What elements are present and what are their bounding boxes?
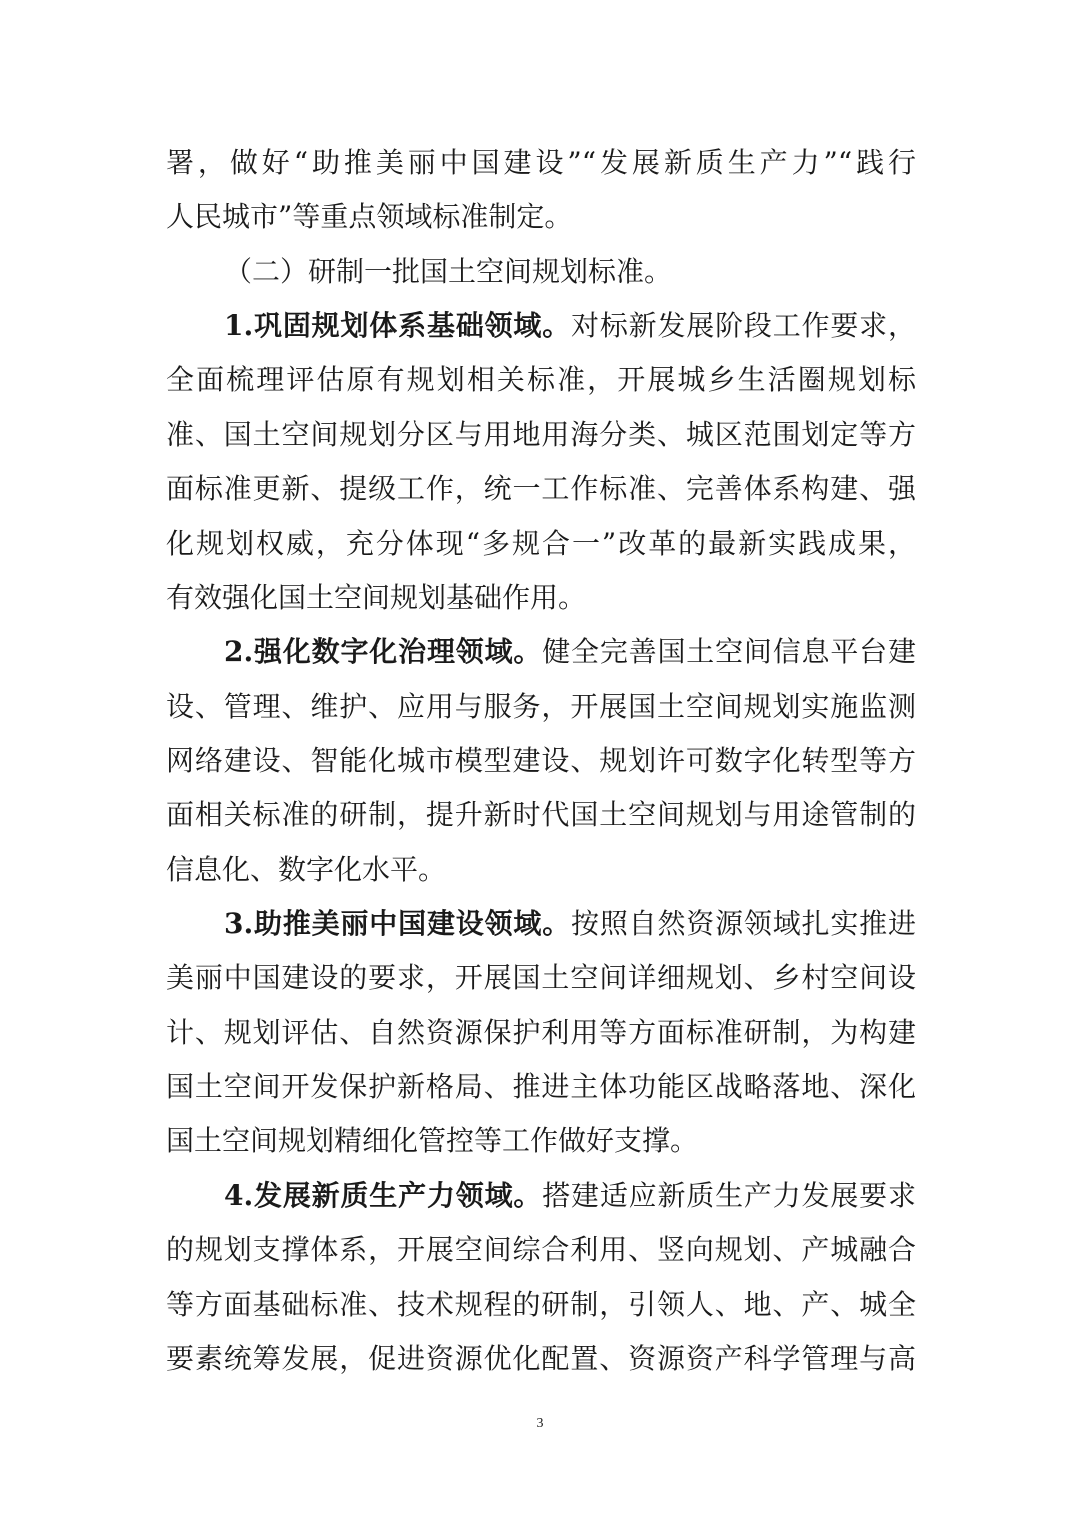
line-text: 署，做好“助推美丽中国建设”“发展新质生产力”“践行 — [166, 146, 916, 179]
text-line — [166, 680, 916, 734]
text-line — [166, 353, 916, 407]
text-line — [166, 1006, 916, 1060]
text-line — [166, 571, 916, 625]
text-line — [166, 734, 916, 788]
text-line — [166, 517, 916, 571]
text-line — [166, 245, 916, 299]
line-text: 面标准更新、提级工作，统一工作标准、完善体系构建、强 — [166, 472, 916, 506]
line-text: 设、管理、维护、应用与服务，开展国土空间规划实施监测 — [166, 689, 916, 723]
text-line — [166, 1332, 916, 1386]
section-title: 4.发展新质生产力领域。 — [224, 1178, 543, 1212]
line-text: 有效强化国土空间规划基础作用。 — [166, 580, 587, 614]
text-line — [166, 1114, 916, 1168]
line-text: 化规划权威，充分体现“多规合一”改革的最新实践成果， — [166, 526, 916, 560]
document-body — [166, 136, 916, 1386]
text-line — [166, 462, 916, 516]
line-text: 面相关标准的研制，提升新时代国土空间规划与用途管制的 — [166, 798, 916, 832]
text-line — [166, 843, 916, 897]
line-text: 要素统筹发展，促进资源优化配置、资源资产科学管理与高 — [166, 1341, 916, 1375]
line-text: 准、国土空间规划分区与用地用海分类、城区范围划定等方 — [166, 417, 916, 451]
page-number: 3 — [536, 1416, 544, 1431]
text-line — [166, 951, 916, 1005]
section-title: 1.巩固规划体系基础领域。 — [224, 309, 572, 343]
line-text: 美丽中国建设的要求，开展国土空间详细规划、乡村空间设 — [166, 961, 916, 995]
line-text: （二）研制一批国土空间规划标准。 — [224, 254, 673, 288]
line-text: 按照自然资源领域扎实推进 — [571, 907, 916, 941]
section-title: 3.助推美丽中国建设领域。 — [224, 907, 572, 941]
text-line — [166, 1060, 916, 1114]
text-line — [166, 190, 916, 244]
line-text: 计、规划评估、自然资源保护利用等方面标准研制，为构建 — [166, 1015, 916, 1049]
line-text: 人民城市”等重点领域标准制定。 — [166, 200, 573, 234]
section-heading-line — [166, 299, 916, 353]
line-text: 网络建设、智能化城市模型建设、规划许可数字化转型等方 — [166, 743, 916, 777]
text-line — [166, 136, 916, 190]
line-text: 全面梳理评估原有规划相关标准，开展城乡生活圈规划标 — [166, 363, 916, 397]
text-line — [166, 408, 916, 462]
text-line — [166, 1223, 916, 1277]
section-heading-line — [166, 625, 916, 679]
text-line — [166, 1278, 916, 1332]
line-text: 信息化、数字化水平。 — [166, 852, 447, 886]
section-heading-line — [166, 897, 916, 951]
line-text: 对标新发展阶段工作要求， — [571, 309, 916, 343]
line-text: 的规划支撑体系，开展空间综合利用、竖向规划、产城融合 — [166, 1233, 916, 1267]
line-text: 健全完善国土空间信息平台建 — [542, 635, 916, 669]
line-text: 国土空间规划精细化管控等工作做好支撑。 — [166, 1124, 699, 1158]
line-text: 搭建适应新质生产力发展要求 — [542, 1178, 916, 1212]
line-text: 国土空间开发保护新格局、推进主体功能区战略落地、深化 — [166, 1070, 916, 1104]
line-text: 等方面基础标准、技术规程的研制，引领人、地、产、城全 — [166, 1287, 916, 1321]
text-line — [166, 788, 916, 842]
section-title: 2.强化数字化治理领域。 — [224, 635, 543, 669]
section-heading-line — [166, 1169, 916, 1223]
